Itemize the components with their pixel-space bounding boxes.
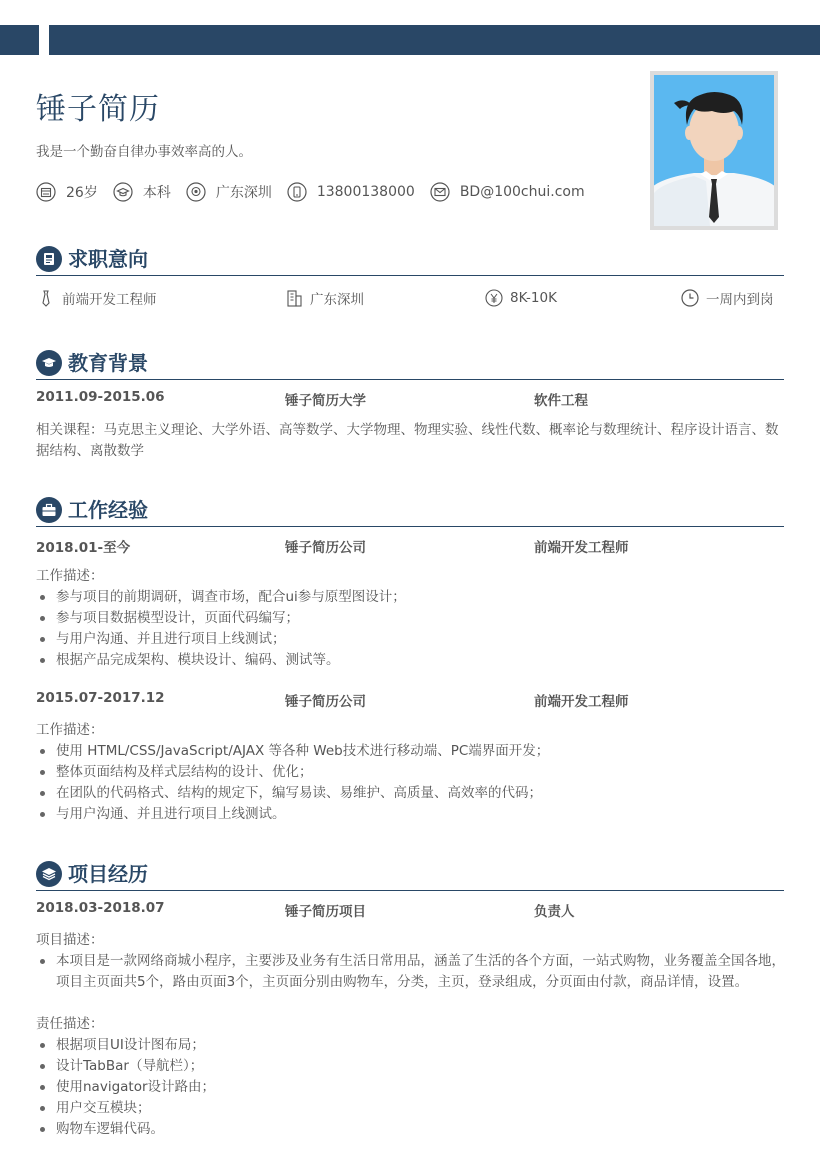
job-desc-label: 工作描述： — [36, 568, 104, 584]
list-item: 设计TabBar（导航栏）； — [36, 1056, 786, 1077]
section-intent-header — [36, 246, 784, 276]
avatar-photo — [650, 71, 778, 230]
intent-salary — [484, 286, 557, 310]
project-name: 锤子简历项目 — [285, 904, 366, 920]
list-item: 与用户沟通、并且进行项目上线测试。 — [36, 804, 786, 825]
job-position: 前端开发工程师 — [534, 694, 629, 710]
job-company: 锤子简历公司 — [285, 540, 366, 556]
section-project-title: 项目经历 — [68, 862, 148, 886]
list-item: 整体页面结构及样式层结构的设计、优化； — [36, 762, 786, 783]
list-item: 参与项目数据模型设计，页面代码编写； — [36, 608, 786, 629]
job-period: 2015.07-2017.12 — [36, 690, 165, 706]
list-item: 参与项目的前期调研，调查市场，配合ui参与原型图设计； — [36, 587, 786, 608]
section-project-header — [36, 861, 784, 891]
section-work-header — [36, 497, 784, 527]
intent-city — [284, 286, 364, 310]
section-work-title: 工作经验 — [68, 498, 148, 522]
job-company: 锤子简历公司 — [285, 694, 366, 710]
education-major: 软件工程 — [534, 393, 588, 409]
intent-city-text: 广东深圳 — [310, 292, 364, 308]
graduation-cap-icon — [113, 182, 133, 202]
info-location — [186, 182, 272, 202]
calendar-icon — [36, 182, 56, 202]
info-degree — [113, 182, 171, 202]
info-degree-text: 本科 — [142, 185, 171, 201]
intent-row — [36, 286, 784, 310]
intent-position-text: 前端开发工程师 — [62, 292, 157, 308]
education-period: 2011.09-2015.06 — [36, 389, 165, 405]
intent-availability — [680, 286, 774, 310]
project-resp-label: 责任描述： — [36, 1016, 104, 1032]
info-location-text: 广东深圳 — [215, 185, 272, 201]
list-item: 根据产品完成架构、模块设计、编码、测试等。 — [36, 650, 786, 671]
info-phone-text: 13800138000 — [316, 184, 415, 200]
section-education-header — [36, 350, 784, 380]
project-role: 负责人 — [534, 904, 575, 920]
clock-icon — [680, 288, 700, 308]
info-phone — [287, 182, 415, 202]
tie-icon — [36, 288, 56, 308]
project-resp-list — [36, 1035, 786, 1140]
job-period: 2018.01-至今 — [36, 540, 131, 556]
intent-availability-text: 一周内到岗 — [706, 292, 774, 308]
education-courses: 相关课程：马克思主义理论、大学外语、高等数学、大学物理、物理实验、线性代数、概率论与数理统计、程序设计语言、数据结构、离散数学 — [36, 422, 779, 459]
graduation-cap-icon — [36, 350, 62, 376]
list-item: 在团队的代码格式、结构的规定下，编写易读、易维护、高质量、高效率的代码； — [36, 783, 786, 804]
briefcase-icon — [36, 497, 62, 523]
info-email-text: BD@100chui.com — [459, 184, 585, 200]
list-item: 用户交互模块； — [36, 1098, 786, 1119]
list-item: 根据项目UI设计图布局； — [36, 1035, 786, 1056]
job-row — [36, 690, 784, 710]
education-school: 锤子简历大学 — [285, 393, 366, 409]
project-period: 2018.03-2018.07 — [36, 900, 165, 916]
list-item: 与用户沟通、并且进行项目上线测试； — [36, 629, 786, 650]
job-desc-list — [36, 741, 786, 825]
list-item: 使用navigator设计路由； — [36, 1077, 786, 1098]
resume-motto: 我是一个勤奋自律办事效率高的人。 — [36, 144, 252, 160]
job-row — [36, 536, 784, 556]
document-icon — [36, 246, 62, 272]
list-item: 购物车逻辑代码。 — [36, 1119, 786, 1140]
project-desc-list — [36, 951, 786, 993]
job-desc-label: 工作描述： — [36, 722, 104, 738]
personal-info-row — [36, 180, 600, 204]
job-desc-list — [36, 587, 786, 671]
job-position: 前端开发工程师 — [534, 540, 629, 556]
resume-name: 锤子简历 — [36, 92, 160, 127]
envelope-icon — [430, 182, 450, 202]
project-desc-label: 项目描述： — [36, 932, 104, 948]
yen-icon — [484, 288, 504, 308]
phone-icon — [287, 182, 307, 202]
info-email — [430, 182, 585, 202]
location-pin-icon — [186, 182, 206, 202]
project-row — [36, 900, 784, 920]
info-age — [36, 182, 98, 202]
section-education-title: 教育背景 — [68, 351, 148, 375]
layers-icon — [36, 861, 62, 887]
list-item: 使用 HTML/CSS/JavaScript/AJAX 等各种 Web技术进行移动端、PC端界面开发； — [36, 741, 786, 762]
list-item: 本项目是一款网络商城小程序，主要涉及业务有生活日常用品，涵盖了生活的各个方面，一站式购物，业务覆盖全国各地，项目主页面共5个，路由页面3个，主页面分别由购物车，分类，主页，登录组成，分页面由付款，商品详情，设置。 — [36, 951, 786, 993]
building-icon — [284, 288, 304, 308]
education-row — [36, 389, 784, 409]
top-bar-right — [49, 25, 820, 55]
info-age-text: 26岁 — [66, 185, 98, 201]
intent-position — [36, 286, 157, 310]
top-bar-left — [0, 25, 39, 55]
section-intent-title: 求职意向 — [68, 247, 148, 271]
intent-salary-text: 8K-10K — [510, 290, 557, 306]
